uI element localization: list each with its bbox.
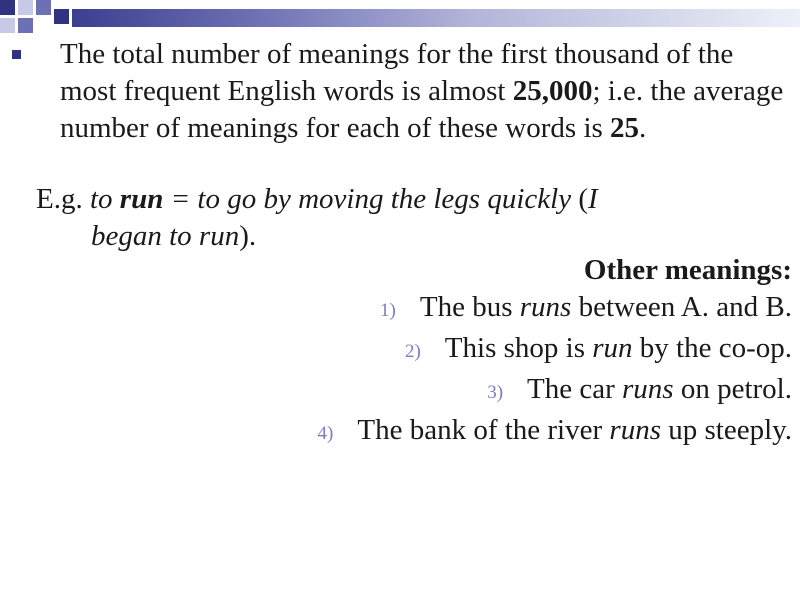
list-item-text [357,414,792,447]
meaning-text-before: The car [527,373,623,405]
list-item [12,373,792,414]
list-number: 2) [404,341,421,362]
example-quote-start: I [588,183,598,215]
list-item [12,414,792,455]
meaning-text-before: The bank of the river [357,414,610,446]
meanings-statistic-paragraph [60,36,795,147]
list-item [12,291,792,332]
meaning-text-before: This shop is [444,332,593,364]
example-definition: = to go by moving the legs quickly [163,183,572,215]
example-open-paren: ( [571,183,588,215]
meaning-italic-word: run [592,332,633,364]
list-number: 4) [317,423,334,444]
meanings-list [12,291,792,455]
example-to: to [89,183,120,215]
list-item-text [527,373,792,406]
example-prefix: E.g. [36,183,90,215]
list-item-text [445,332,792,365]
statistic-text-3: . [639,112,647,144]
example-quote-end: began to run [91,220,240,252]
example-paragraph [36,181,786,255]
meaning-text-after: by the co-op. [632,332,792,364]
meaning-italic-word: runs [609,414,661,446]
meaning-text-after: up steeply. [660,414,792,446]
meaning-text-before: The bus [419,291,520,323]
list-number: 1) [380,300,396,321]
example-second-line [36,218,786,255]
meaning-text-after: between A. and B. [571,291,792,323]
meaning-italic-word: runs [519,291,572,323]
meaning-text-after: on petrol. [673,373,792,405]
meaning-italic-word: runs [622,373,674,405]
statistic-total-meanings: 25,000 [512,75,593,107]
square-bullet-icon [12,50,21,59]
example-run-word: run [119,183,164,215]
list-item [12,332,792,373]
list-item-text [420,291,792,324]
other-meanings-heading: Other meanings: [583,254,792,286]
statistic-text-2: ; i.e. the average number of meanings for each of these words is [60,75,784,144]
statistic-text-1: The total number of meanings for the first thousand of the most frequent English words is almost [60,38,734,107]
example-close-paren: ). [239,220,257,252]
statistic-average-meanings: 25 [610,112,640,144]
list-number: 3) [487,382,504,403]
